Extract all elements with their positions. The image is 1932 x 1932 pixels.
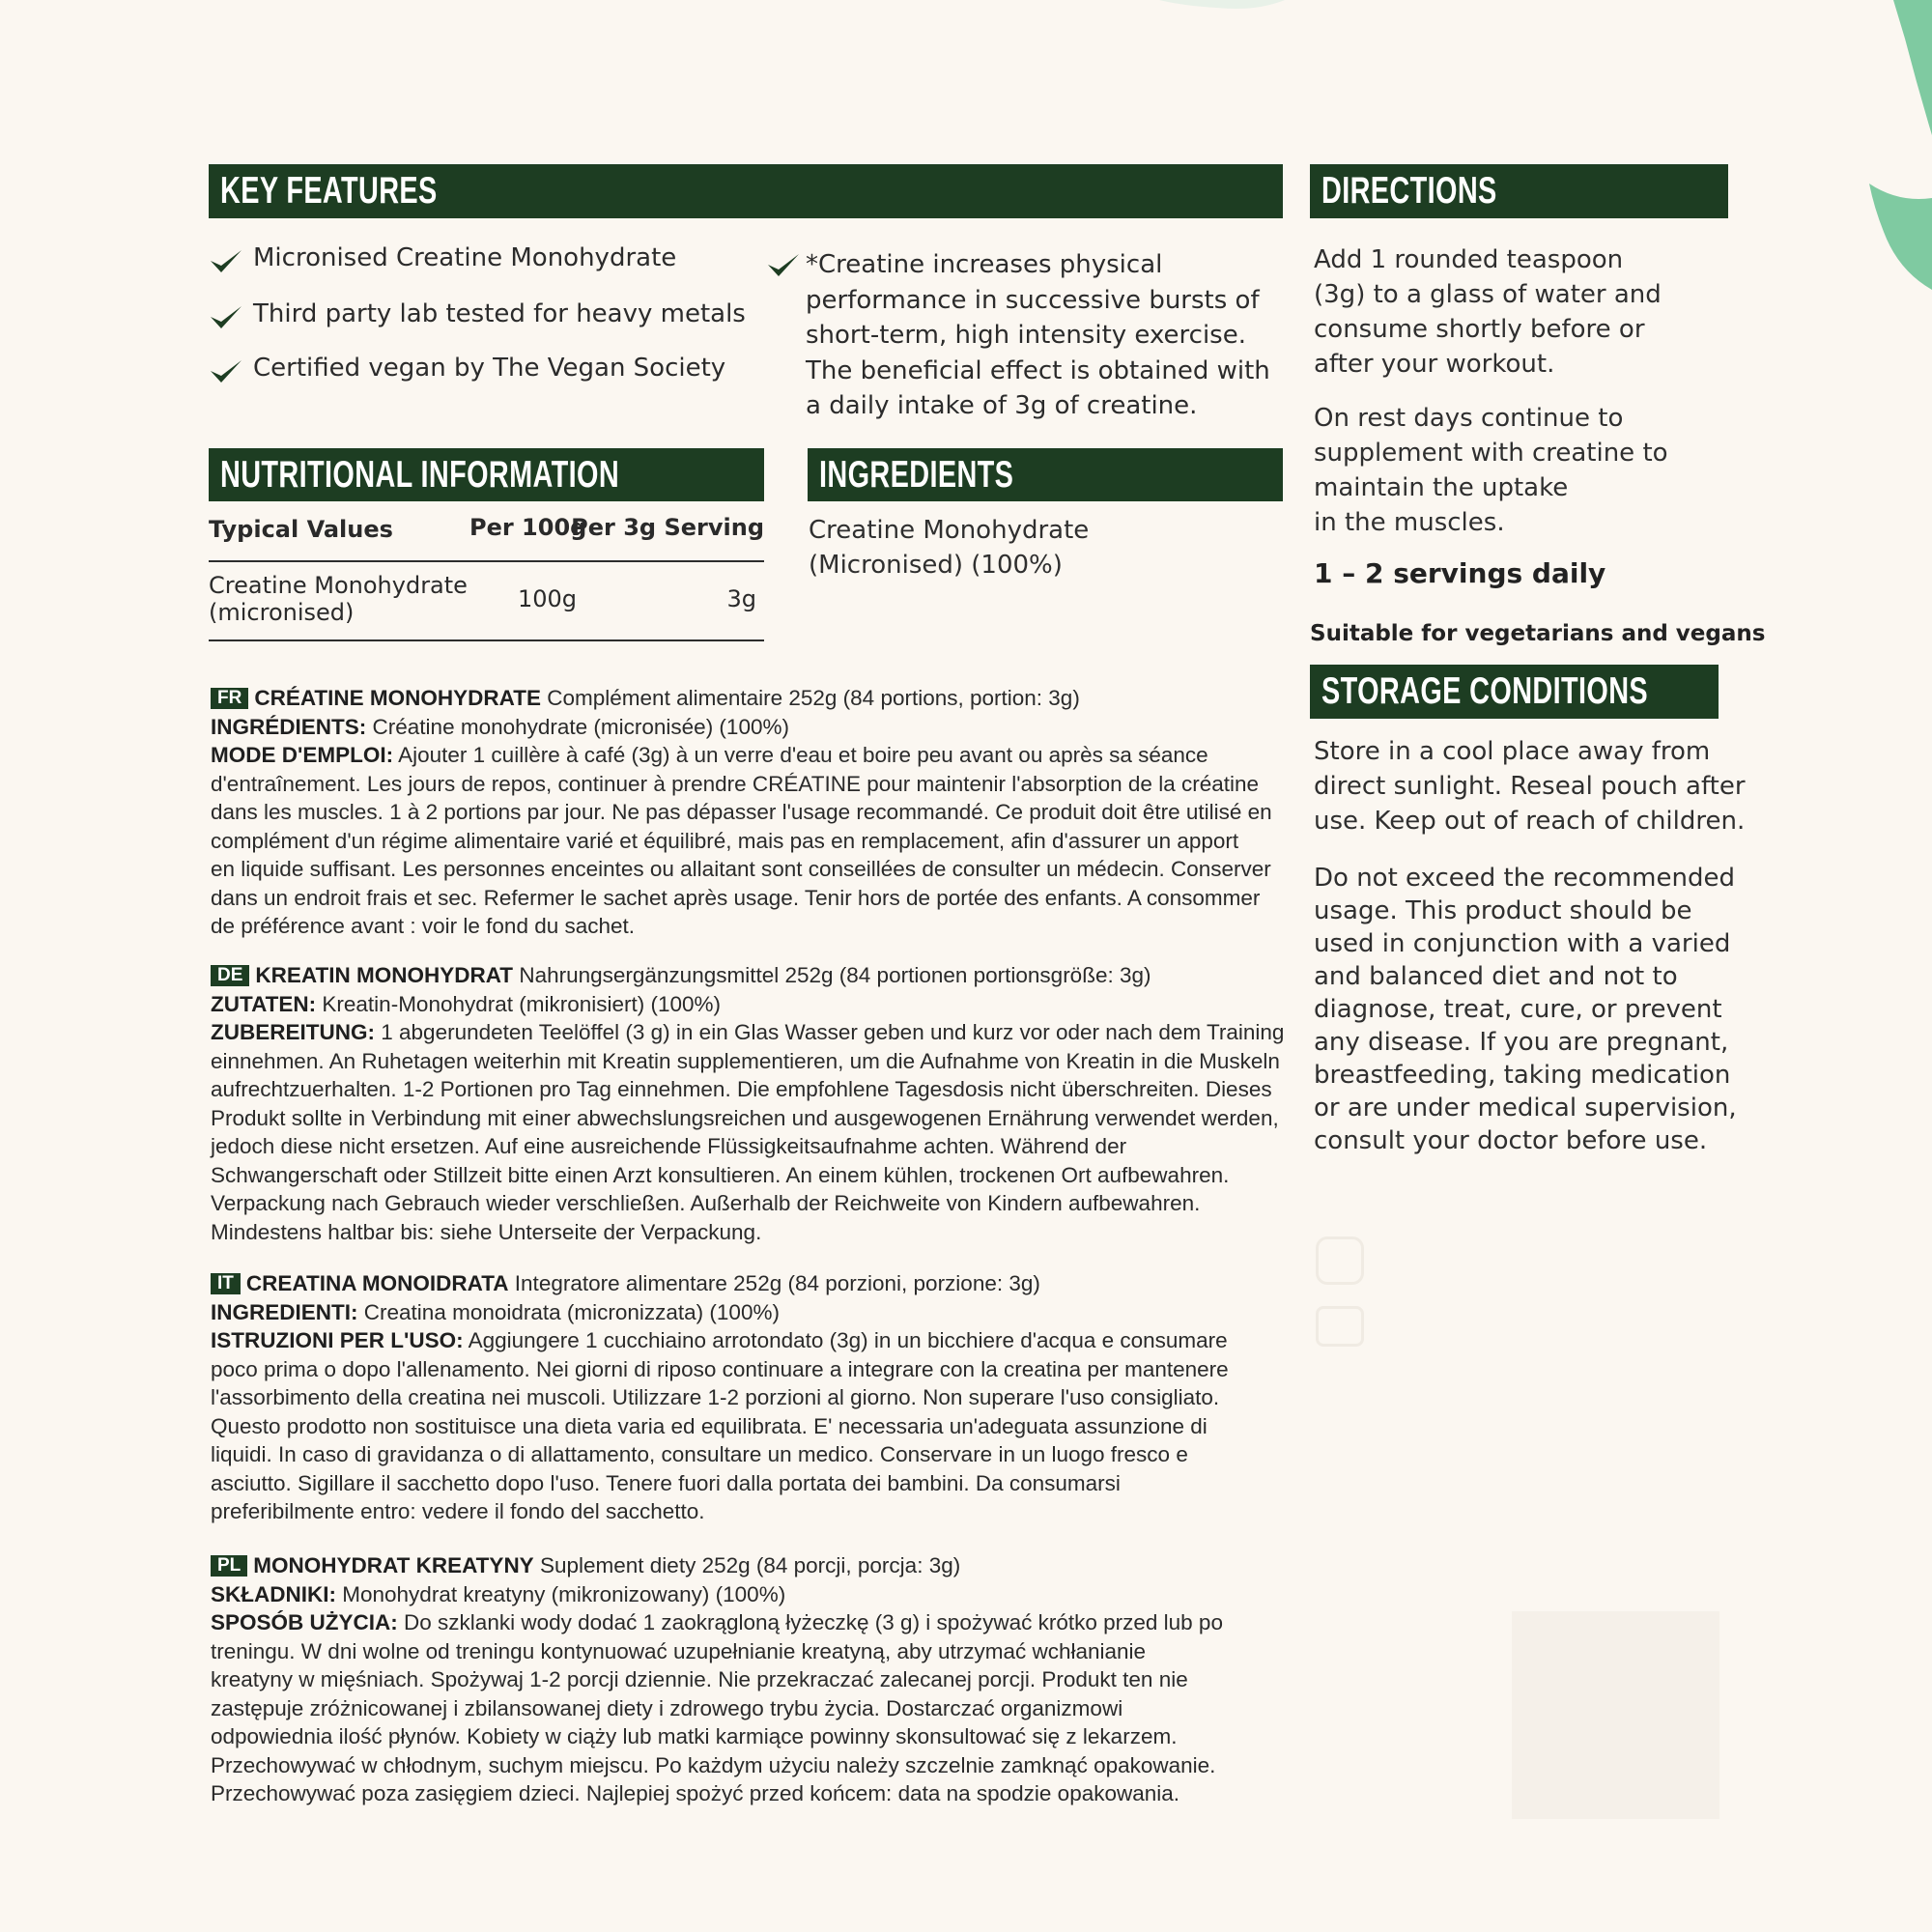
faded-social-icons (1316, 1236, 1374, 1352)
product-subtitle: Suplement diety 252g (84 porcji, porcja: 3g) (539, 1553, 961, 1577)
product-subtitle: Integratore alimentare 252g (84 porzioni, porzione: 3g) (514, 1271, 1040, 1295)
lang-code-badge: IT (211, 1273, 241, 1294)
feature-item: Third party lab tested for heavy metals (253, 299, 746, 328)
rest-days-paragraph: On rest days continue to supplement with creatine to maintain the uptake in the muscles. (1314, 404, 1668, 537)
usage-label: SPOSÓB UŻYCIA: (211, 1610, 398, 1634)
translation-it: IT CREATINA MONOIDRATA Integratore alimentare 252g (84 porzioni, porzione: 3g) INGREDIENTI: Creatina monoidrata (micronizzata) (100%) ISTRUZIONI PER L'USO: Aggiungere 1 cucchiaino arrotondato (3g) in un bicchiere d'acqua e consumare poco prima o dopo l'allenamento. Nei giorni di riposo continuare a integrare con la creatina per mantenere l'assorbimento della creatina nei muscoli. Utilizzare 1-2 porzioni al giorno. Non superare l'uso consigliato. Questo prodotto non sostituisce una dieta varia ed equilibrata. E' necessaria un'adeguata assunzione di liquidi. In caso di gravidanza o di allattamento, consultare un medico. Conservare in un luogo fresco e asciutto. Sigillare il sacchetto dopo l'uso. Tenere fuori dalla portata dei bambini. Da consumarsi preferibilmente entro: vedere il fondo del sacchetto. (211, 1271, 1229, 1523)
product-subtitle: Nahrungsergänzungsmittel 252g (84 portionen portionsgröße: 3g) (519, 963, 1151, 987)
usage-label: ZUBEREITUNG: (211, 1020, 375, 1044)
storage-paragraph: Store in a cool place away from direct sunlight. Reseal pouch after use. Keep out of reach of children. (1314, 737, 1746, 836)
faded-qr-code (1512, 1611, 1719, 1819)
lang-code-badge: DE (211, 965, 249, 986)
product-title: CREATINA MONOIDRATA (245, 1271, 509, 1295)
ingredients-label: SKŁADNIKI: (211, 1581, 336, 1606)
creatine-claim: *Creatine increases physical performance in successive bursts of short-term, high intensity exercise. The beneficial effect is obtained with a daily intake of 3g of creatine. (806, 250, 1270, 420)
product-title: MONOHYDRAT KREATYNY (253, 1553, 534, 1577)
ingredients-label: INGRÉDIENTS: (211, 714, 367, 739)
table-rule (209, 639, 764, 641)
translation-de: DE KREATIN MONOHYDRAT Nahrungsergänzungsmittel 252g (84 portionen portionsgröße: 3g) ZUTATEN: Kreatin-Monohydrat (mikronisiert) (100%) ZUBEREITUNG: 1 abgerundeten Teelöffel (3 g) in ein Glas Wasser geben und kurz vor oder nach dem Training einnehmen. An Ruhetagen weiterhin mit Kreatin supplementieren, um die Aufnahme von Kreatin in die Muskeln aufrechtzuerhalten. 1-2 Portionen pro Tag einnehmen. Die empfohlene Tagesdosis nicht überschreiten. Dieses Produkt sollte in Verbindung mit einer abwechslungsreichen und ausgewogenen Ernährung verwendet werden, jedoch diese nicht ersetzen. Auf eine ausreichende Flüssigkeitsaufnahme achten. Während der Schwangerschaft oder Stillzeit bitte einen Arzt konsultieren. An einem kühlen, trockenen Ort aufbewahren. Verpackung nach Gebrauch wieder verschließen. Außerhalb der Reichweite von Kindern aufbewahren. Mindestens haltbar bis: siehe Unterseite der Verpackung. (211, 963, 1285, 1244)
product-subtitle: Complément alimentaire 252g (84 portions, portion: 3g) (547, 686, 1080, 710)
storage-header: STORAGE CONDITIONS (1310, 665, 1719, 719)
check-icon (766, 251, 801, 280)
feature-item: Micronised Creatine Monohydrate (253, 243, 677, 272)
check-icon (209, 247, 243, 276)
ingredients-text: Creatine Monohydrate (Micronised) (100%) (809, 516, 1090, 580)
warning-paragraph: Do not exceed the recommended usage. This product should be used in conjunction with a varied and balanced diet and not to diagnose, treat, cure, or prevent any disease. If you are pregnant, breastfeeding, taking medication or are under medical supervision, consult your doctor before use. (1314, 864, 1737, 1155)
ingredients-value: Kreatin-Monohydrat (mikronisiert) (100%) (322, 991, 722, 1016)
servings-daily: 1 – 2 servings daily (1314, 557, 1606, 589)
check-icon (209, 303, 243, 332)
col-per-100g: Per 100g (469, 514, 587, 541)
row-name: Creatine Monohydrate (micronised) (209, 572, 468, 626)
ingredients-value: Creatina monoidrata (micronizzata) (100%) (363, 1299, 780, 1324)
ingredients-value: Monohydrat kreatyny (mikronizowany) (100%) (342, 1581, 786, 1606)
feature-item: Certified vegan by The Vegan Society (253, 354, 726, 383)
col-per-serving: Per 3g Serving (571, 514, 764, 541)
ingredients-value: Créatine monohydrate (micronisée) (100%) (372, 714, 789, 739)
nutrition-table (209, 512, 764, 647)
key-features-header: KEY FEATURES (209, 164, 1283, 218)
usage-label: MODE D'EMPLOI: (211, 743, 394, 767)
row-per-serving: 3g (726, 585, 756, 612)
usage-label: ISTRUZIONI PER L'USO: (211, 1328, 464, 1352)
ingredients-label: ZUTATEN: (211, 991, 317, 1016)
ingredients-label: INGREDIENTI: (211, 1299, 358, 1324)
translation-fr: FR CRÉATINE MONOHYDRATE Complément alimentaire 252g (84 portions, portion: 3g) INGRÉDIENTS: Créatine monohydrate (micronisée) (100%) MODE D'EMPLOI: Ajouter 1 cuillère à café (3g) à un verre d'eau et boire peu avant ou après sa séance d'entraînement. Les jours de repos, continuer à prendre CRÉATINE pour maintenir l'absorption de la créatine dans les muscles. 1 à 2 portions par jour. Ne pas dépasser l'usage recommandé. Ce produit doit être utilisé en complément d'un régime alimentaire varié et équilibré, mais pas en remplacement, afin d'assurer un apport en liquide suffisant. Les personnes enceintes ou allaitant sont conseillées de consulter un médecin. Conserver dans un endroit frais et sec. Refermer le sachet après usage. Tenir hors de portée des enfants. A consommer de préférence avant : voir le fond du sachet. (211, 686, 1272, 938)
product-title: KREATIN MONOHYDRAT (255, 963, 514, 987)
col-typical-values: Typical Values (209, 516, 393, 543)
row-per-100g: 100g (518, 585, 578, 612)
directions-paragraph: Add 1 rounded teaspoon (3g) to a glass of water and consume shortly before or after your workout. (1314, 245, 1662, 379)
suitable-note: Suitable for vegetarians and vegans (1310, 621, 1766, 646)
lang-code-badge: PL (211, 1555, 247, 1577)
table-rule (209, 560, 764, 562)
product-title: CRÉATINE MONOHYDRATE (254, 686, 541, 710)
ingredients-header: INGREDIENTS (808, 448, 1283, 501)
directions-header: DIRECTIONS (1310, 164, 1728, 218)
lang-code-badge: FR (211, 688, 248, 709)
nutrition-header: NUTRITIONAL INFORMATION (209, 448, 764, 501)
check-icon (209, 357, 243, 386)
translation-pl: PL MONOHYDRAT KREATYNY Suplement diety 252g (84 porcji, porcja: 3g) SKŁADNIKI: Monohydrat kreatyny (mikronizowany) (100%) SPOSÓB UŻYCIA: Do szklanki wody dodać 1 zaokrągloną łyżeczkę (3 g) i spożywać krótko przed lub po treningu. W dni wolne od treningu kontynuować uzupełnianie kreatyną, aby utrzymać wchłanianie kreatyny w mięśniach. Spożywaj 1-2 porcji dziennie. Nie przekraczać zalecanej porcji. Produkt ten nie zastępuje zróżnicowanej i zbilansowanej diety i zdrowego trybu życia. Dostarczać organizmowi odpowiednia ilość płynów. Kobiety w ciąży lub matki karmiące powinny skonsultować się z lekarzem. Przechowywać w chłodnym, suchym miejscu. Po każdym użyciu należy szczelnie zamknąć opakowanie. Przechowywać poza zasięgiem dzieci. Najlepiej spożyć przed końcem: data na spodzie opakowania. (211, 1553, 1223, 1805)
